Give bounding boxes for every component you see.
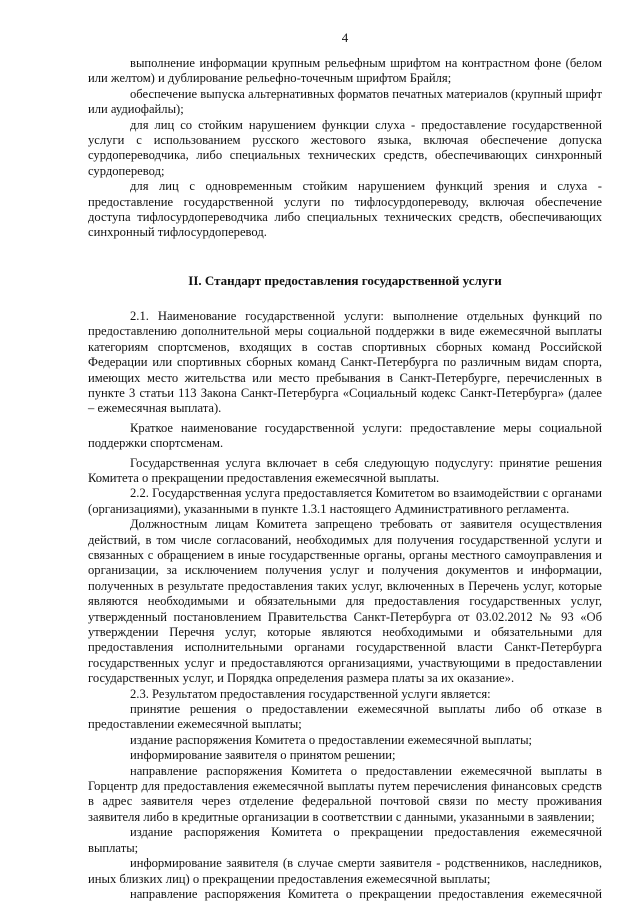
document-page: [88, 0, 602, 902]
body-paragraph: Краткое наименование государственной услуги: предоставление меры социальной поддержки спортсменам.: [88, 420, 602, 451]
body-paragraph: издание распоряжения Комитета о прекращении предоставления ежемесячной выплаты;: [88, 825, 602, 855]
body-paragraph: информирование заявителя о принятом решении;: [130, 748, 396, 763]
body-paragraph: направление распоряжения Комитета о предоставлении ежемесячной выплаты в Горцентр для предоставления ежемесячной выплаты путем перечисления финансовых средств в адрес заявителя через отделение федеральной почтовой связи по месту проживания заявителя либо в кредитные организации в соответствии с данными, указанными в заявлении;: [88, 763, 602, 824]
body-paragraph: 2.1. Наименование государственной услуги: выполнение отдельных функций по предоставлению дополнительной меры социальной поддержки в виде ежемесячной выплаты категориям спортсменов, входящих в состав спортивных сборных команд Российской Федерации или спортивных сборных команд Санкт-Петербурга по различным видам спорта, имеющих место жительства или место пребывания в Санкт-Петербурге, перечисленных в пункте 3 статьи 113 Закона Санкт-Петербурга «Социальный кодекс Санкт-Петербурга» (далее – ежемесячная выплата).: [88, 308, 602, 416]
intro-paragraph: для лиц с одновременным стойким нарушением функций зрения и слуха - предоставление государственной услуги по тифлосурдопереводу, включая обеспечение доступа тифлосурдопереводчика либо специальных технических средств, обеспечивающих синхронный тифлосурдоперевод.: [88, 179, 602, 240]
intro-paragraph: выполнение информации крупным рельефным шрифтом на контрастном фоне (белом или желтом) и дублирование рельефно-точечным шрифтом Брайля;: [88, 56, 602, 86]
intro-paragraph: обеспечение выпуска альтернативных форматов печатных материалов (крупный шрифт или аудиофайлы);: [88, 86, 602, 117]
body-paragraph: Должностным лицам Комитета запрещено требовать от заявителя осуществления действий, в том числе согласований, необходимых для получения государственной услуги и связанных с обращением в иные государственные органы, органы местного самоуправления и организации, за исключением получения услуг и получения документов и информации, полученных в результате предоставления таких услуг, включенных в Перечень услуг, которые являются необходимыми и обязательными для предоставления государственных услуг, утвержденный постановлением Правительства Санкт-Петербурга от 03.02.2012 № 93 «Об утверждении Перечня услуг, которые являются необходимыми и обязательными для предоставления исполнительными органами государственной власти Санкт-Петербурга государственных услуг и предоставляются организациями, участвующими в предоставлении государственных услуг, и Порядка определения размера платы за их оказание».: [88, 517, 602, 686]
body-paragraph: Государственная услуга включает в себя следующую подуслугу: принятие решения Комитета о прекращении предоставления ежемесячной выплаты.: [88, 455, 602, 485]
body-paragraph: принятие решения о предоставлении ежемесячной выплаты либо об отказе в предоставлении ежемесячной выплаты;: [88, 702, 602, 732]
body-paragraph: издание распоряжения Комитета о предоставлении ежемесячной выплаты;: [130, 732, 533, 747]
body-paragraph: 2.3. Результатом предоставления государственной услуги является:: [130, 686, 491, 701]
body-paragraph: 2.2. Государственная услуга предоставляется Комитетом во взаимодействии с органами (организациями), указанными в пункте 1.3.1 настоящего Административного регламента.: [88, 486, 602, 516]
section-spacer: [88, 241, 602, 273]
body-paragraph: направление распоряжения Комитета о прекращении предоставления ежемесячной: [130, 886, 602, 901]
page-number: 4: [341, 30, 349, 45]
body-paragraph: информирование заявителя (в случае смерти заявителя - родственников, наследников, иных близких лиц) о прекращении предоставления ежемесячной выплаты;: [88, 856, 602, 886]
intro-paragraph: для лиц со стойким нарушением функции слуха - предоставление государственной услуги с использованием русского жестового языка, включая обеспечение допуска сурдопереводчика, либо специальных технических средств, обеспечивающих синхронный сурдоперевод;: [88, 117, 602, 178]
section-title: II. Стандарт предоставления государственной услуги: [188, 272, 502, 288]
